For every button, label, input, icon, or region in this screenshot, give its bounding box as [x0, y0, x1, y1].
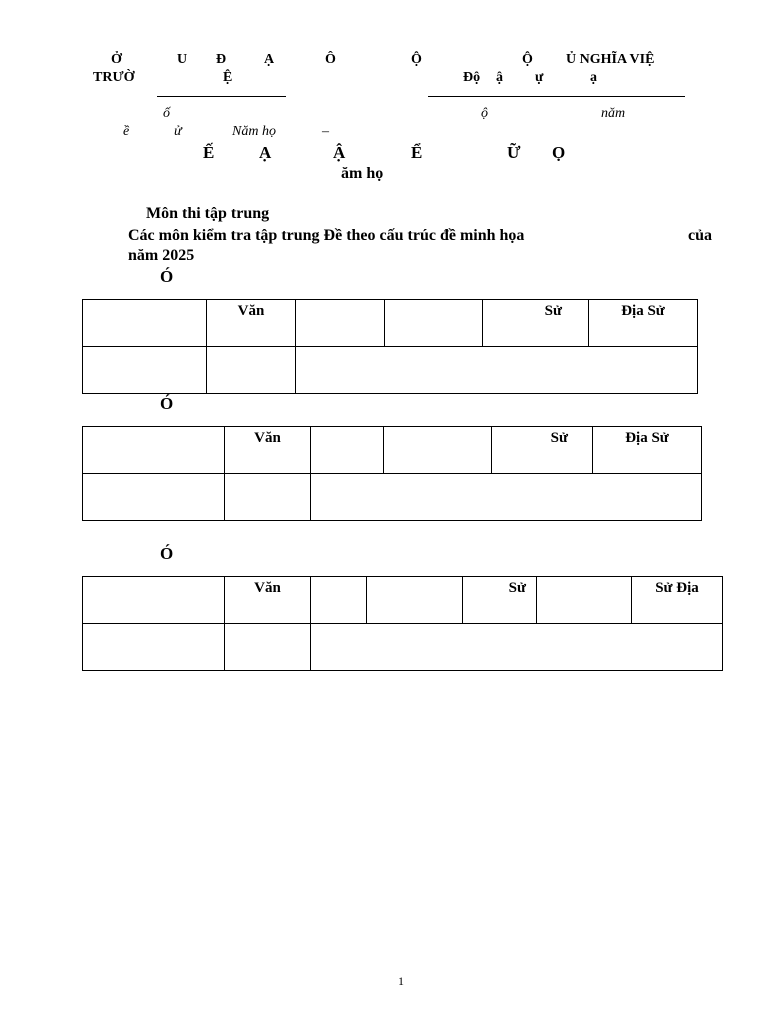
- table-cell: [83, 427, 225, 474]
- header-fragment: Ạ: [264, 52, 275, 67]
- table-cell: [367, 577, 463, 624]
- table-cell: Sử Địa: [632, 577, 723, 624]
- section-heading: Môn thi tập trung: [146, 205, 270, 222]
- table-cell: [384, 427, 492, 474]
- table-cell: Địa Sử: [593, 427, 702, 474]
- date-fragment: ộ: [481, 106, 488, 121]
- school-name: TRƯỜ: [93, 70, 135, 85]
- header-fragment: Độ: [463, 70, 481, 85]
- document-number: ố: [163, 106, 170, 121]
- table-cell: [311, 474, 702, 521]
- table-cell: [311, 427, 384, 474]
- table-cell: Sử: [483, 300, 589, 347]
- subject-fragment: ề: [123, 124, 130, 139]
- block-marker: Ó: [160, 544, 174, 563]
- table-cell: [83, 577, 225, 624]
- block-marker: Ó: [160, 394, 174, 413]
- table-cell: [225, 624, 311, 671]
- date-year-label: năm: [601, 106, 626, 121]
- header-fragment: Ở: [111, 52, 122, 67]
- page-number: 1: [398, 974, 404, 988]
- title-fragment: Ậ: [333, 143, 346, 162]
- schedule-table-2: [82, 426, 702, 521]
- subject-fragment: –: [322, 124, 329, 139]
- header-fragment: Ộ: [411, 52, 422, 67]
- table-cell: [83, 300, 207, 347]
- table-cell: [207, 347, 296, 394]
- title-fragment: Ữ: [507, 143, 521, 162]
- subject-fragment: ử: [174, 124, 182, 139]
- title-fragment: Ế: [203, 143, 215, 162]
- table-cell: [311, 577, 367, 624]
- header-fragment: ậ: [496, 70, 503, 85]
- paragraph-line1: Các môn kiểm tra tập trung Đề theo cấu trúc đề minh họa: [128, 227, 525, 244]
- table-cell: [296, 300, 385, 347]
- paragraph-line2: năm 2025: [128, 247, 195, 264]
- schedule-table-1: [82, 299, 698, 394]
- table-cell: [83, 347, 207, 394]
- national-motto-line1: Ủ NGHĨA VIỆ: [566, 52, 655, 67]
- header-fragment: ạ: [590, 70, 597, 85]
- schedule-table-3: [82, 576, 723, 671]
- title-fragment: Ạ: [259, 143, 272, 162]
- table-cell: Văn: [225, 427, 311, 474]
- table-cell: Địa Sử: [589, 300, 698, 347]
- header-fragment: U: [177, 52, 188, 67]
- table-cell: [537, 577, 632, 624]
- block-marker: Ó: [160, 267, 174, 286]
- table-cell: [311, 624, 723, 671]
- table-cell: Sử: [492, 427, 593, 474]
- paragraph-line1-end: của: [688, 227, 712, 244]
- table-cell: [83, 474, 225, 521]
- header-fragment: Ô: [325, 52, 336, 67]
- table-cell: [385, 300, 483, 347]
- title-line2: ăm họ: [341, 165, 384, 182]
- table-cell: Văn: [207, 300, 296, 347]
- table-cell: [83, 624, 225, 671]
- header-fragment: Đ: [216, 52, 227, 67]
- table-cell: Sử: [463, 577, 537, 624]
- header-fragment: Ộ: [522, 52, 533, 67]
- table-cell: [296, 347, 698, 394]
- title-fragment: Ể: [411, 143, 423, 162]
- header-fragment: ự: [535, 70, 544, 85]
- header-fragment: Ệ: [223, 70, 233, 85]
- right-underline: [428, 96, 685, 97]
- table-cell: Văn: [225, 577, 311, 624]
- title-fragment: Ọ: [552, 143, 566, 162]
- school-year-label: Năm họ: [232, 124, 276, 139]
- left-underline: [157, 96, 286, 97]
- table-cell: [225, 474, 311, 521]
